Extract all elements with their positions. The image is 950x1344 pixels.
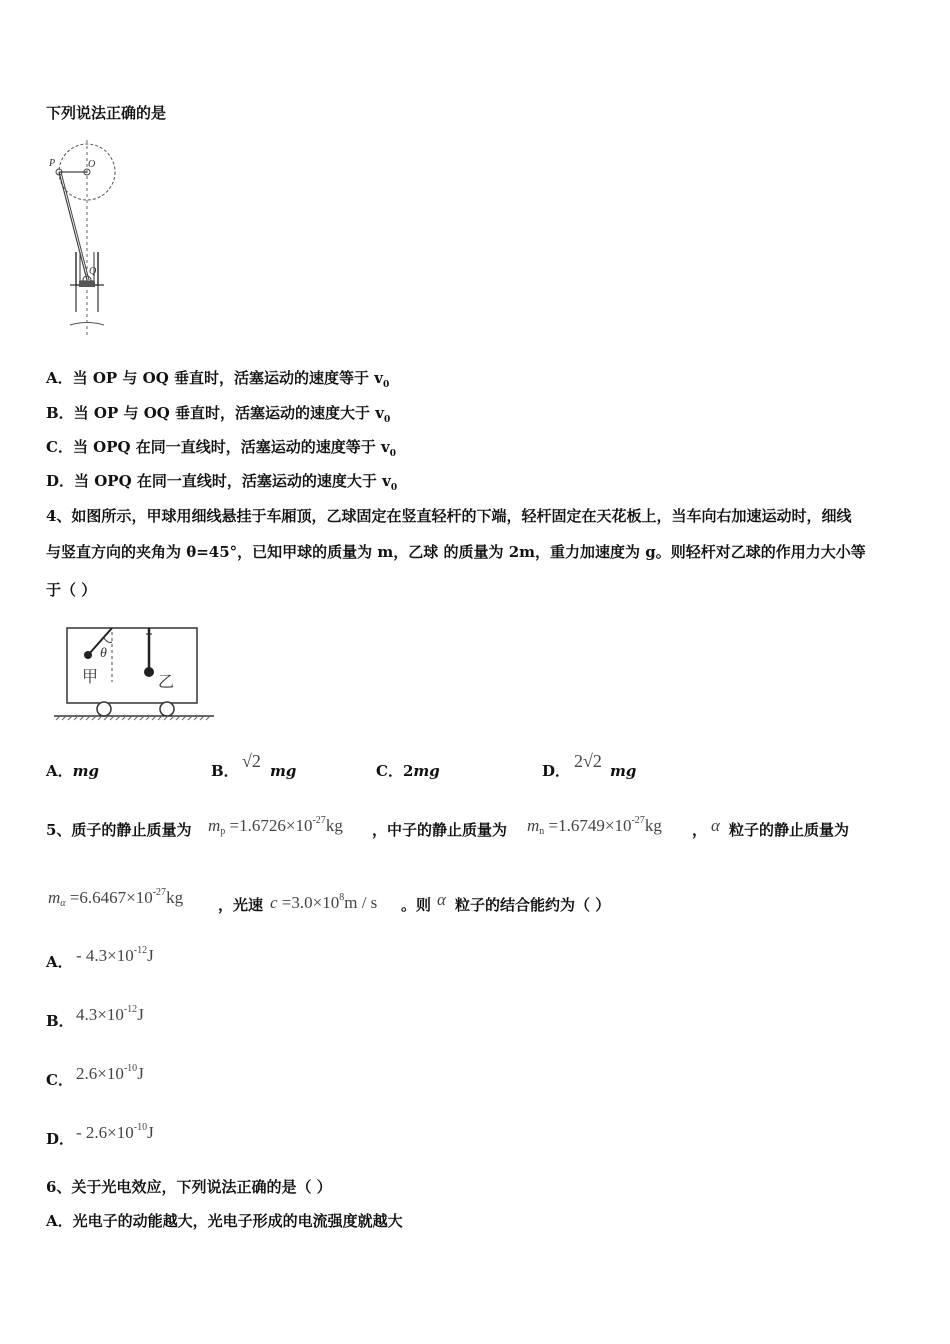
cart-figure — [52, 622, 217, 727]
q5-mid1: ，中子的静止质量为 — [372, 821, 508, 839]
q5-mass-neutron: $m_n =1.6749\times 10^{-27}kg$ — [527, 815, 662, 837]
q5-alpha: α — [711, 816, 720, 835]
q4-option-d-coef: 2√2 — [574, 751, 602, 771]
label-p: P — [49, 158, 56, 169]
q3-option-a: A．当 OP 与 OQ 垂直时，活塞运动的速度等于 $v_0$ — [46, 369, 390, 390]
q4-option-c: C．2mg — [376, 762, 440, 780]
q4-option-b-coef: √2 — [242, 751, 261, 771]
label-q: Q — [89, 266, 97, 277]
q3-option-c: C．当 OPQ 在同一直线时，活塞运动的速度等于 $v_0$ — [46, 438, 397, 459]
q5-option-b-label: B． — [46, 1012, 74, 1030]
q5-prefix: 5、质子的静止质量为 — [46, 821, 192, 839]
q4-stem-line1: 4、如图所示，甲球用细线悬挂于车厢顶，乙球固定在竖直轻杆的下端，轻杆固定在天花板上，当车向右加速运动时，细线 — [46, 507, 852, 525]
q5-mid2: ， — [692, 821, 708, 839]
crank-piston-figure — [46, 140, 126, 340]
q5-mid5: 。则 — [401, 896, 432, 914]
q4-option-d-val: mg — [610, 762, 637, 780]
label-yi: 乙 — [158, 674, 175, 691]
q5-mass-proton: $m_p =1.6726\times 10^{-27}kg$ — [208, 815, 343, 837]
q5-option-d-label: D． — [46, 1130, 75, 1148]
q6-stem: 6、关于光电效应，下列说法正确的是（ ） — [46, 1178, 332, 1196]
q5-mass-alpha: $m_\alpha =6.6467\times 10^{-27}kg$ — [48, 887, 184, 909]
q4-stem-line3: 于（ ） — [46, 581, 97, 599]
q3-option-d: D．当 OPQ 在同一直线时，活塞运动的速度大于 $v_0$ — [46, 472, 398, 493]
q4-option-b: B． — [211, 762, 239, 780]
q3-stem-tail: 下列说法正确的是 — [46, 104, 167, 122]
q5-speed-light: $c =3.0\times 10^8m / s$ — [270, 892, 378, 912]
q4-option-d: D． — [542, 762, 571, 780]
q5-option-d-value: - $2.6\times 10^{-10}J$ — [76, 1122, 154, 1142]
q5-option-a-label: A． — [46, 953, 73, 971]
q5-option-b-value: $4.3\times 10^{-12}J$ — [76, 1004, 144, 1024]
label-theta: θ — [100, 646, 107, 661]
q4-stem-line2: 与竖直方向的夹角为 θ=45°，已知甲球的质量为 m，乙球 的质量为 2m，重力加速度为 g。则轻杆对乙球的作用力大小等 — [46, 543, 866, 561]
q4-option-a: A．mg — [46, 762, 100, 780]
q4-option-b-val: mg — [270, 762, 297, 780]
q5-mid3: 粒子的静止质量为 — [729, 821, 850, 839]
q5-option-c-label: C． — [46, 1071, 73, 1089]
q5-mid4: ，光速 — [218, 896, 264, 914]
q5-alpha2: α — [437, 890, 446, 909]
q5-tail: 粒子的结合能约为（ ） — [455, 896, 611, 914]
label-jia: 甲 — [82, 669, 99, 686]
label-o: O — [88, 159, 96, 170]
q3-option-b: B．当 OP 与 OQ 垂直时，活塞运动的速度大于 $v_0$ — [46, 404, 391, 425]
q6-option-a: A．光电子的动能越大，光电子形成的电流强度就越大 — [46, 1212, 403, 1230]
q5-option-c-value: $2.6\times 10^{-10}J$ — [76, 1063, 144, 1083]
q5-option-a-value: - $4.3\times 10^{-12}J$ — [76, 945, 154, 965]
